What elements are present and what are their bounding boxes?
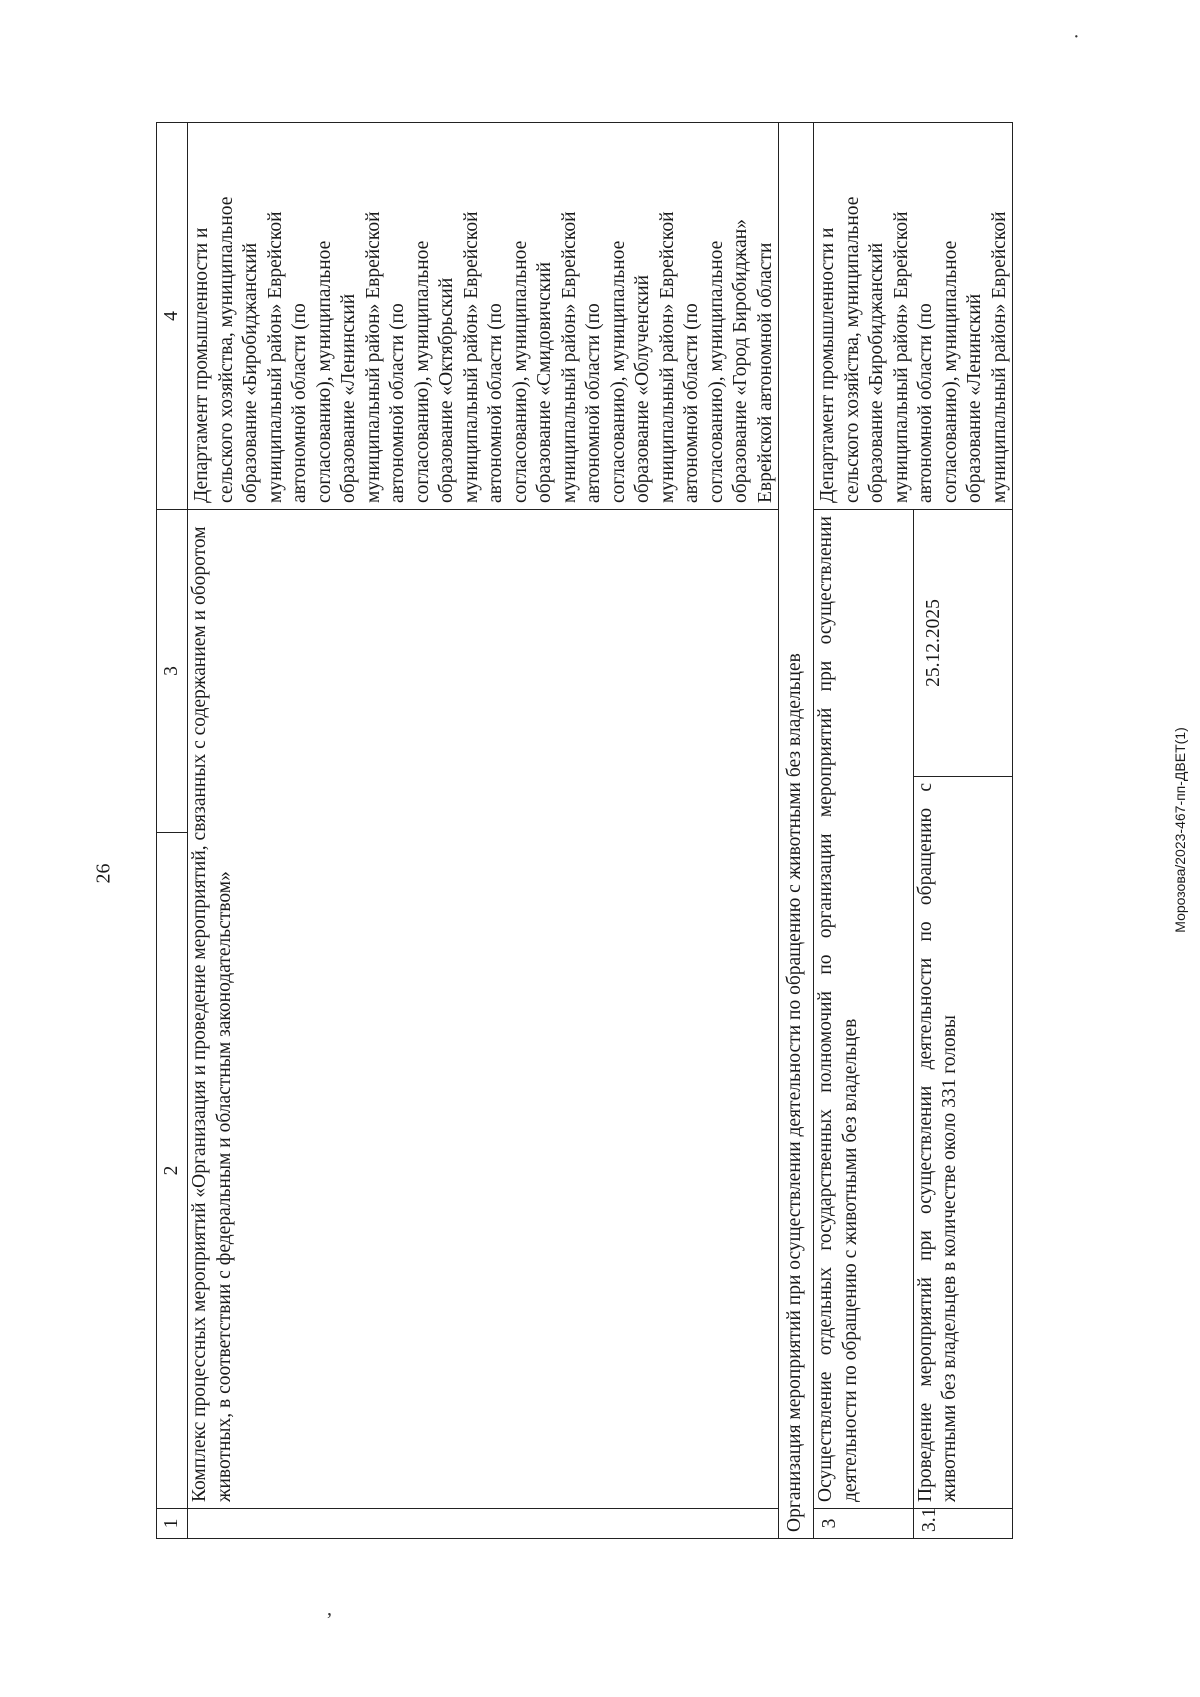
measures-table bbox=[156, 123, 1160, 1539]
document-id: Морозова/2023-467-пп-ДВЕТ(1) bbox=[1172, 727, 1188, 933]
table bbox=[156, 122, 1013, 1539]
row-number bbox=[188, 1509, 779, 1539]
header-col-1: 1 bbox=[157, 1509, 188, 1539]
row-description: Осуществление отдельных государственных полномочий по организации мероприятий при осуществлении деятельности по обращению с животными без владельцев bbox=[814, 510, 914, 1509]
section-header-row bbox=[779, 123, 814, 1539]
header-col-4: 4 bbox=[157, 123, 188, 510]
row-responsible: Департамент промышленности и сельского хозяйства, муниципальное образование «Биробиджанский муниципальный район» Еврейской автономной области (по согласованию), муниципальное образование «Ленинский муниципальный район» Еврейской автономной области (по согласованию), муниципальное образование «Октябрьский муниципальный район» Еврейской автономной области (по согласованию), муниципальное образование «Смидовичский муниципальный район» Еврейской автономной области (по согласованию), муниципальное образование «Облученский муниципальный район» Еврейской автономной области (по согласованию), муниципальное образование «Город Биробиджан» Еврейской автономной области bbox=[188, 123, 779, 510]
section-title: Организация мероприятий при осуществлении деятельности по обращению с животными без владельцев bbox=[779, 123, 814, 1539]
row-number: 3 bbox=[814, 1509, 914, 1539]
scan-speck: ‚ bbox=[326, 1598, 333, 1620]
row-description: Комплекс процессных мероприятий «Организация и проведение мероприятий, связанных с содержанием и оборотом животных, в соответствии с федеральным и областным законодательством» bbox=[188, 510, 779, 1509]
row-date: 25.12.2025 bbox=[913, 510, 1013, 777]
header-col-3: 3 bbox=[157, 510, 188, 833]
table-row bbox=[188, 123, 779, 1539]
header-row bbox=[157, 123, 188, 1539]
row-responsible: Департамент промышленности и сельского хозяйства, муниципальное образование «Биробиджанский муниципальный район» Еврейской автономной области (по согласованию), муниципальное образование «Ленинский муниципальный район» Еврейской bbox=[814, 123, 1013, 510]
row-description: Проведение мероприятий при осуществлении деятельности по обращению с животными без владельцев в количестве около 331 головы bbox=[913, 777, 1013, 1509]
row-number: 3.1 bbox=[913, 1509, 1013, 1539]
header-col-2: 2 bbox=[157, 833, 188, 1509]
table-row bbox=[814, 123, 914, 1539]
page-number: 26 bbox=[92, 863, 115, 883]
scan-speck: · bbox=[1073, 26, 1080, 48]
